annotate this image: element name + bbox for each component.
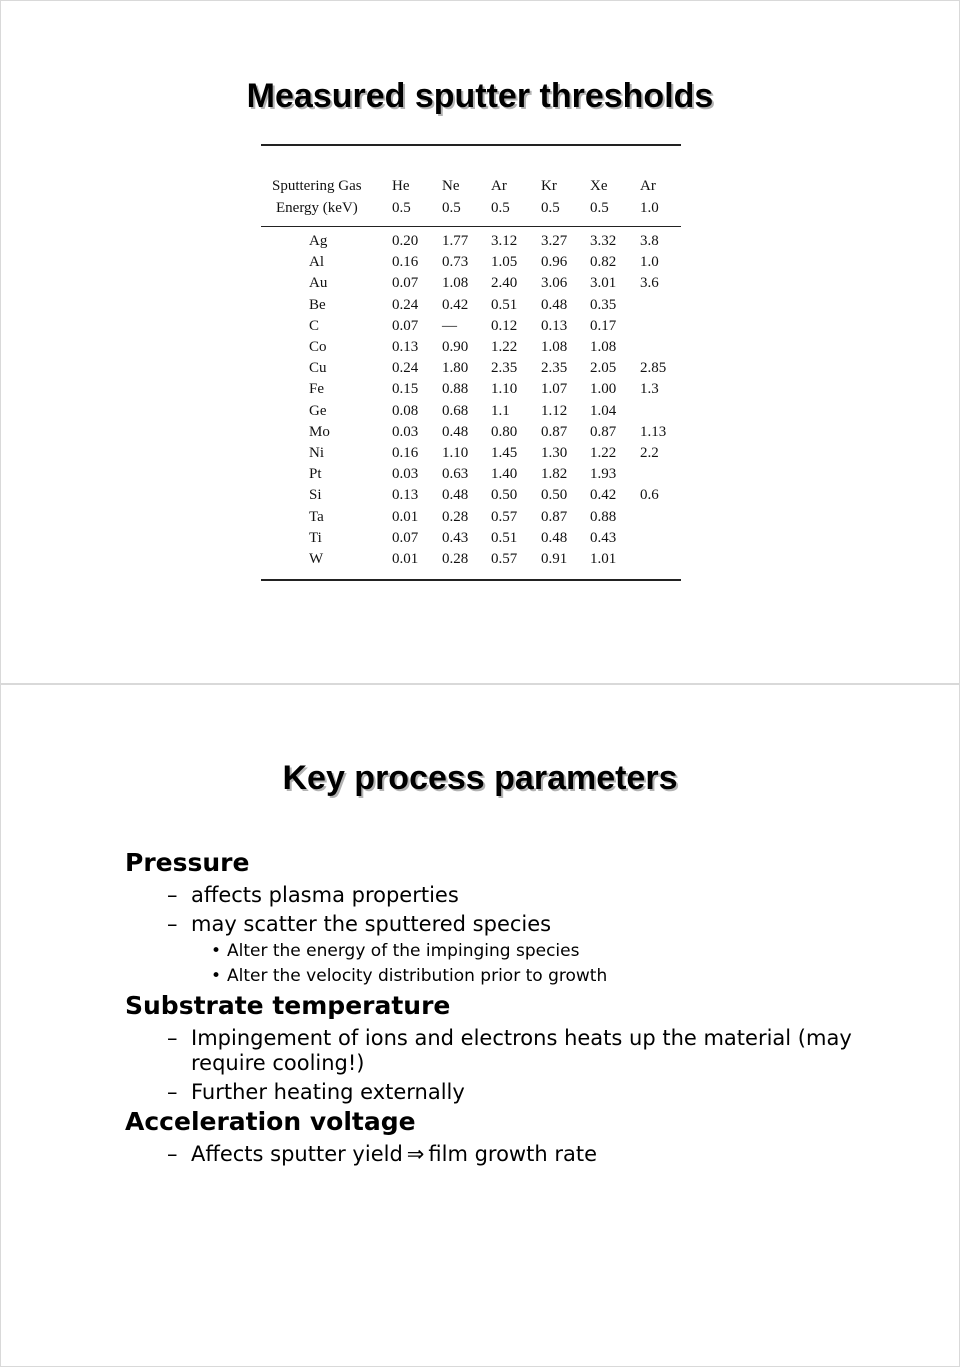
- sub-list-item: [125, 940, 925, 962]
- value-cell: 0.42: [442, 296, 469, 313]
- value-cell: 1.40: [491, 466, 518, 483]
- value-cell: 0.01: [392, 551, 419, 567]
- value-cell: 0.57: [491, 551, 518, 567]
- element-cell: Au: [309, 275, 328, 292]
- value-cell: 0.13: [392, 339, 419, 355]
- dash-marker: –: [167, 883, 178, 907]
- table-bottom-rule: [261, 579, 681, 581]
- value-cell: 0.82: [590, 254, 617, 271]
- value-cell: 0.90: [442, 339, 469, 355]
- value-cell: 0.12: [491, 317, 518, 334]
- list-item: [125, 1080, 925, 1105]
- value-cell: 1.1: [491, 402, 510, 419]
- value-cell: 0.73: [442, 254, 469, 271]
- value-cell: 2.35: [541, 360, 568, 377]
- table-row: [261, 551, 681, 572]
- value-cell: 0.63: [442, 466, 469, 483]
- value-cell: 0.07: [392, 275, 419, 292]
- element-cell: Ag: [309, 233, 328, 249]
- table-top-rule: [261, 144, 681, 146]
- value-cell: 0.03: [392, 423, 419, 440]
- list-item: [125, 912, 925, 937]
- header-cell: 0.5: [590, 200, 609, 216]
- value-cell: 0.17: [590, 317, 617, 334]
- value-cell: 0.57: [491, 508, 518, 525]
- element-cell: Ti: [309, 529, 322, 546]
- value-cell: 3.06: [541, 275, 568, 292]
- header-cell: Xe: [590, 178, 608, 194]
- value-cell: 3.32: [590, 233, 617, 249]
- value-cell: 0.08: [392, 402, 419, 419]
- value-cell: 0.24: [392, 360, 419, 377]
- table-row: [261, 339, 681, 360]
- value-cell: 1.30: [541, 445, 568, 461]
- header-cell: 0.5: [442, 200, 461, 216]
- element-cell: Fe: [309, 381, 324, 398]
- table-header-row: [261, 200, 681, 221]
- value-cell: 0.35: [590, 296, 617, 313]
- value-cell: 2.40: [491, 275, 518, 292]
- value-cell: 1.80: [442, 360, 469, 377]
- value-cell: 0.68: [442, 402, 469, 419]
- table-row: [261, 466, 681, 487]
- slide-title: Measured sputter thresholds: [246, 77, 714, 115]
- value-cell: 0.87: [590, 423, 617, 440]
- bullet-marker: •: [211, 941, 222, 961]
- slide-key-process-parameters: [0, 684, 960, 1367]
- element-cell: Si: [309, 487, 322, 504]
- value-cell: 2.35: [491, 360, 518, 377]
- value-cell: 0.51: [491, 529, 518, 546]
- table-row: [261, 381, 681, 402]
- value-cell: 1.22: [491, 339, 518, 355]
- value-cell: 0.91: [541, 551, 568, 567]
- slide-title: Key process parameters: [282, 759, 678, 797]
- table-header-rule: [261, 226, 681, 227]
- implies-arrow-icon: ⇒: [406, 1142, 425, 1166]
- value-cell: 0.13: [541, 317, 568, 334]
- header-cell: 0.5: [491, 200, 510, 216]
- value-cell: 1.04: [590, 402, 617, 419]
- value-cell: 1.45: [491, 445, 518, 461]
- value-cell: 3.6: [640, 275, 659, 292]
- element-cell: Ni: [309, 445, 324, 461]
- value-cell: 0.80: [491, 423, 518, 440]
- value-cell: 0.48: [442, 487, 469, 504]
- value-cell: 0.16: [392, 445, 419, 461]
- value-cell: 3.01: [590, 275, 617, 292]
- list-item-text: Impingement of ions and electrons heats up the material (may require cooling!): [191, 1026, 852, 1075]
- value-cell: 1.07: [541, 381, 568, 398]
- table-row: [261, 360, 681, 381]
- value-cell: 0.48: [541, 529, 568, 546]
- value-cell: 0.24: [392, 296, 419, 313]
- section-title-pressure: Pressure: [125, 848, 250, 877]
- table-row: [261, 509, 681, 530]
- list-item-text: Affects sputter yield: [191, 1142, 403, 1166]
- value-cell: 0.13: [392, 487, 419, 504]
- element-cell: Ta: [309, 508, 324, 525]
- dash-marker: –: [167, 1026, 178, 1050]
- header-cell: Kr: [541, 178, 557, 194]
- value-cell: 0.43: [442, 529, 469, 546]
- sub-list-item-text: Alter the energy of the impinging species: [227, 941, 580, 961]
- table-row: [261, 297, 681, 318]
- element-cell: Pt: [309, 466, 322, 483]
- value-cell: 1.08: [590, 339, 617, 355]
- table-row: [261, 318, 681, 339]
- list-item-text: may scatter the sputtered species: [191, 912, 552, 936]
- value-cell: 0.88: [442, 381, 469, 398]
- value-cell: 1.3: [640, 381, 659, 398]
- value-cell: 1.12: [541, 402, 568, 419]
- value-cell: 0.96: [541, 254, 568, 271]
- bullet-marker: •: [211, 966, 222, 986]
- value-cell: 0.20: [392, 233, 419, 249]
- value-cell: 0.48: [442, 423, 469, 440]
- value-cell: 0.48: [541, 296, 568, 313]
- value-cell: 1.0: [640, 254, 659, 271]
- value-cell: 0.16: [392, 254, 419, 271]
- value-cell: 0.88: [590, 508, 617, 525]
- value-cell: 0.28: [442, 551, 469, 567]
- value-cell: 1.10: [442, 445, 469, 461]
- table-row: [261, 424, 681, 445]
- value-cell: 1.05: [491, 254, 518, 271]
- list-item-text: affects plasma properties: [191, 883, 459, 907]
- value-cell: —: [442, 317, 457, 334]
- value-cell: 0.87: [541, 423, 568, 440]
- value-cell: 1.77: [442, 233, 469, 249]
- element-cell: W: [309, 551, 324, 567]
- dash-marker: –: [167, 1142, 178, 1166]
- list-item-text: Further heating externally: [191, 1080, 465, 1104]
- element-cell: C: [309, 317, 320, 334]
- value-cell: 0.50: [491, 487, 518, 504]
- table-row: [261, 530, 681, 551]
- value-cell: 2.05: [590, 360, 617, 377]
- value-cell: 1.82: [541, 466, 568, 483]
- value-cell: 0.6: [640, 487, 659, 504]
- value-cell: 3.12: [491, 233, 518, 249]
- element-cell: Cu: [309, 360, 327, 377]
- element-cell: Ge: [309, 402, 327, 419]
- dash-marker: –: [167, 1080, 178, 1104]
- table-row: [261, 233, 681, 254]
- table-row: [261, 487, 681, 508]
- parameter-list: [125, 847, 925, 1168]
- element-cell: Mo: [309, 423, 330, 440]
- table-row: [261, 403, 681, 424]
- value-cell: 1.10: [491, 381, 518, 398]
- header-cell: He: [392, 178, 410, 194]
- value-cell: 1.00: [590, 381, 617, 398]
- value-cell: 0.50: [541, 487, 568, 504]
- value-cell: 0.51: [491, 296, 518, 313]
- value-cell: 1.93: [590, 466, 617, 483]
- dash-marker: –: [167, 912, 178, 936]
- value-cell: 2.85: [640, 360, 667, 377]
- value-cell: 3.27: [541, 233, 568, 249]
- value-cell: 1.01: [590, 551, 617, 567]
- value-cell: 1.22: [590, 445, 617, 461]
- value-cell: 1.08: [541, 339, 568, 355]
- value-cell: 2.2: [640, 445, 659, 461]
- table-row: [261, 275, 681, 296]
- value-cell: 0.07: [392, 529, 419, 546]
- element-cell: Al: [309, 254, 324, 271]
- table-row: [261, 445, 681, 466]
- value-cell: 0.15: [392, 381, 419, 398]
- list-item: [125, 1026, 903, 1076]
- value-cell: 0.01: [392, 508, 419, 525]
- element-cell: Be: [309, 296, 326, 313]
- list-item: [125, 1142, 925, 1167]
- section-title-acceleration-voltage: Acceleration voltage: [125, 1107, 416, 1136]
- list-item-text: film growth rate: [428, 1142, 597, 1166]
- value-cell: 1.13: [640, 423, 667, 440]
- table-header-row: [261, 178, 681, 199]
- value-cell: 0.28: [442, 508, 469, 525]
- header-cell: 0.5: [392, 200, 411, 216]
- value-cell: 0.42: [590, 487, 617, 504]
- header-cell: Sputtering Gas: [272, 178, 362, 194]
- element-cell: Co: [309, 339, 327, 355]
- value-cell: 3.8: [640, 233, 659, 249]
- value-cell: 0.03: [392, 466, 419, 483]
- header-cell: Energy (keV): [276, 200, 358, 216]
- value-cell: 1.08: [442, 275, 469, 292]
- section-title-substrate-temperature: Substrate temperature: [125, 991, 451, 1020]
- header-cell: 1.0: [640, 200, 659, 216]
- header-cell: Ar: [491, 178, 507, 194]
- sub-list-item-text: Alter the velocity distribution prior to growth: [227, 966, 608, 986]
- value-cell: 0.87: [541, 508, 568, 525]
- value-cell: 0.43: [590, 529, 617, 546]
- table-row: [261, 254, 681, 275]
- value-cell: 0.07: [392, 317, 419, 334]
- header-cell: Ne: [442, 178, 460, 194]
- header-cell: Ar: [640, 178, 656, 194]
- header-cell: 0.5: [541, 200, 560, 216]
- sub-list-item: [125, 965, 925, 987]
- list-item: [125, 883, 925, 908]
